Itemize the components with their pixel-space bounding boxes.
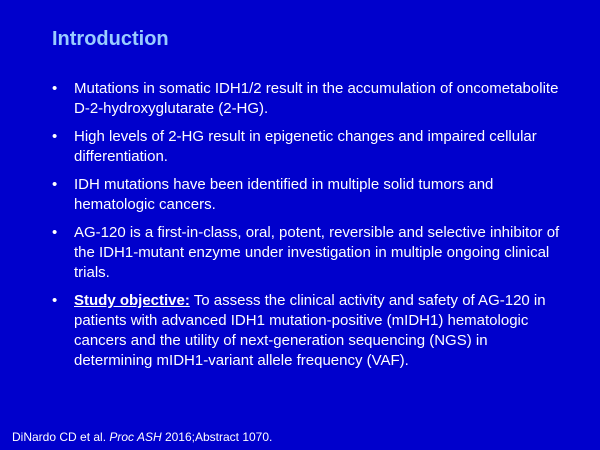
bullet-item-2hg	[52, 127, 562, 167]
bullet-icon: •	[52, 128, 58, 145]
study-objective-label: Study objective:	[74, 292, 190, 309]
bullet-text: IDH mutations have been identified in multiple solid tumors and hematologic cancers.	[74, 176, 494, 213]
slide-title: Introduction	[52, 28, 169, 50]
bullet-text: Mutations in somatic IDH1/2 result in the accumulation of oncometabolite D-2-hydroxyglutarate (2-HG).	[74, 80, 559, 117]
citation-journal: Proc ASH	[109, 430, 162, 444]
citation	[12, 430, 272, 444]
bullet-item-mutations	[52, 79, 562, 119]
bullet-list	[52, 79, 562, 379]
bullet-text: AG-120 is a first-in-class, oral, potent, reversible and selective inhibitor of the IDH1-mutant enzyme under investigation in multiple ongoing clinical trials.	[74, 224, 560, 281]
citation-authors: DiNardo CD et al.	[12, 430, 110, 444]
bullet-icon: •	[52, 224, 58, 241]
bullet-icon: •	[52, 292, 58, 309]
bullet-item-idh-mutations	[52, 175, 562, 215]
bullet-item-ag120	[52, 223, 562, 283]
bullet-icon: •	[52, 176, 58, 193]
bullet-text: High levels of 2-HG result in epigenetic changes and impaired cellular differentiation.	[74, 128, 537, 165]
bullet-icon: •	[52, 80, 58, 97]
citation-details: 2016;Abstract 1070.	[161, 430, 273, 444]
study-objective-text: To assess the clinical activity and safety of AG-120 in patients with advanced IDH1 mutation-positive (mIDH1) hematologic cancers and the utility of next-generation sequencing (NGS) in determining mIDH1-variant allele frequency (VAF).	[74, 292, 546, 369]
bullet-item-study-objective	[52, 291, 562, 371]
